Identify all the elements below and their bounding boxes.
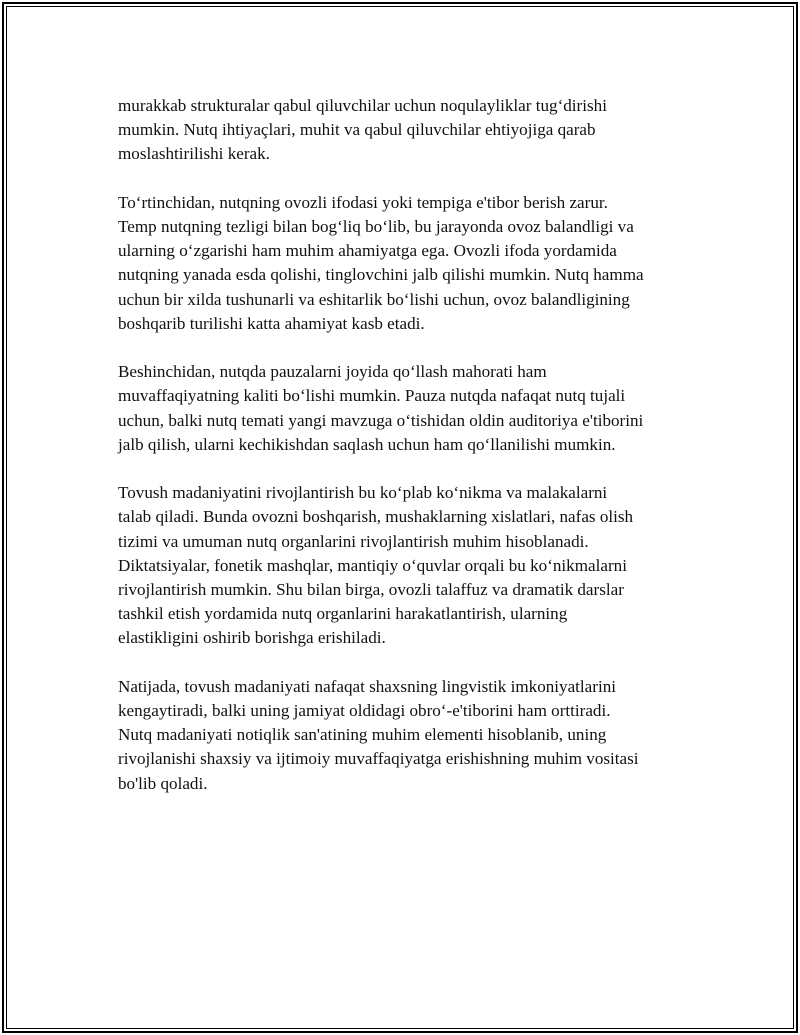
text-line: boshqarib turilishi katta ahamiyat kasb etadi. <box>118 313 425 333</box>
text-line: uchun, balki nutq temati yangi mavzuga o‘tishidan oldin auditoriya e'tiborini <box>118 410 644 430</box>
text-line: murakkab strukturalar qabul qiluvchilar uchun noqulayliklar tug‘dirishi <box>118 96 607 115</box>
document-body <box>118 94 688 820</box>
text-line: Temp nutqning tezligi bilan bog‘liq bo‘lib, bu jarayonda ovoz balandligi va <box>118 217 634 236</box>
text-line: Natijada, tovush madaniyati nafaqat shaxsning lingvistik imkoniyatlarini <box>118 676 616 696</box>
text-line: Diktatsiyalar, fonetik mashqlar, mantiqiy o‘quvlar orqali bu ko‘nikmalarni <box>118 555 627 575</box>
text-line: uchun bir xilda tushunarli va eshitarlik bo‘lishi uchun, ovoz balandligining <box>118 289 630 309</box>
text-line: elastikligini oshirib borishga erishiladi. <box>118 628 386 648</box>
text-line: kengaytiradi, balki uning jamiyat oldidagi obro‘-e'tiborini ham orttiradi. <box>118 701 611 721</box>
text-line: ularning o‘zgarishi ham muhim ahamiyatga ega. Ovozli ifoda yordamida <box>118 241 617 261</box>
text-line: Tovush madaniyatini rivojlantirish bu ko‘plab ko‘nikma va malakalarni <box>118 483 608 503</box>
paragraph-1 <box>118 94 688 167</box>
text-line: mumkin. Nutq ihtiyaçlari, muhit va qabul qiluvchilar ehtiyojiga qarab <box>118 120 596 140</box>
text-line: rivojlanishi shaxsiy va ijtimoiy muvaffaqiyatga erishishning muhim vositasi <box>118 749 639 769</box>
text-line: tashkil etish yordamida nutq organlarini harakatlantirish, ularning <box>118 604 568 624</box>
paragraph-4 <box>118 481 688 650</box>
text-line: moslashtirilishi kerak. <box>118 144 270 164</box>
text-line: To‘rtinchidan, nutqning ovozli ifodasi yoki tempiga e'tibor berish zarur. <box>118 192 608 212</box>
paragraph-5 <box>118 675 688 796</box>
text-line: talab qiladi. Bunda ovozni boshqarish, mushaklarning xislatlari, nafas olish <box>118 507 634 527</box>
paragraph-3 <box>118 360 688 457</box>
text-line: Beshinchidan, nutqda pauzalarni joyida qo‘llash mahorati ham <box>118 362 547 382</box>
text-line: jalb qilish, ularni kechikishdan saqlash uchun ham qo‘llanilishi mumkin. <box>118 434 616 454</box>
text-line: tizimi va umuman nutq organlarini rivojlantirish muhim hisoblanadi. <box>118 531 589 551</box>
paragraph-2 <box>118 191 688 336</box>
text-line: Nutq madaniyati notiqlik san'atining muhim elementi hisoblanib, uning <box>118 725 607 745</box>
text-line: bo'lib qoladi. <box>118 773 208 793</box>
text-line: rivojlantirish mumkin. Shu bilan birga, ovozli talaffuz va dramatik darslar <box>118 580 624 600</box>
text-line: muvaffaqiyatning kaliti bo‘lishi mumkin. Pauza nutqda nafaqat nutq tujali <box>118 386 626 406</box>
text-line: nutqning yanada esda qolishi, tinglovchini jalb qilishi mumkin. Nutq hamma <box>118 265 644 285</box>
